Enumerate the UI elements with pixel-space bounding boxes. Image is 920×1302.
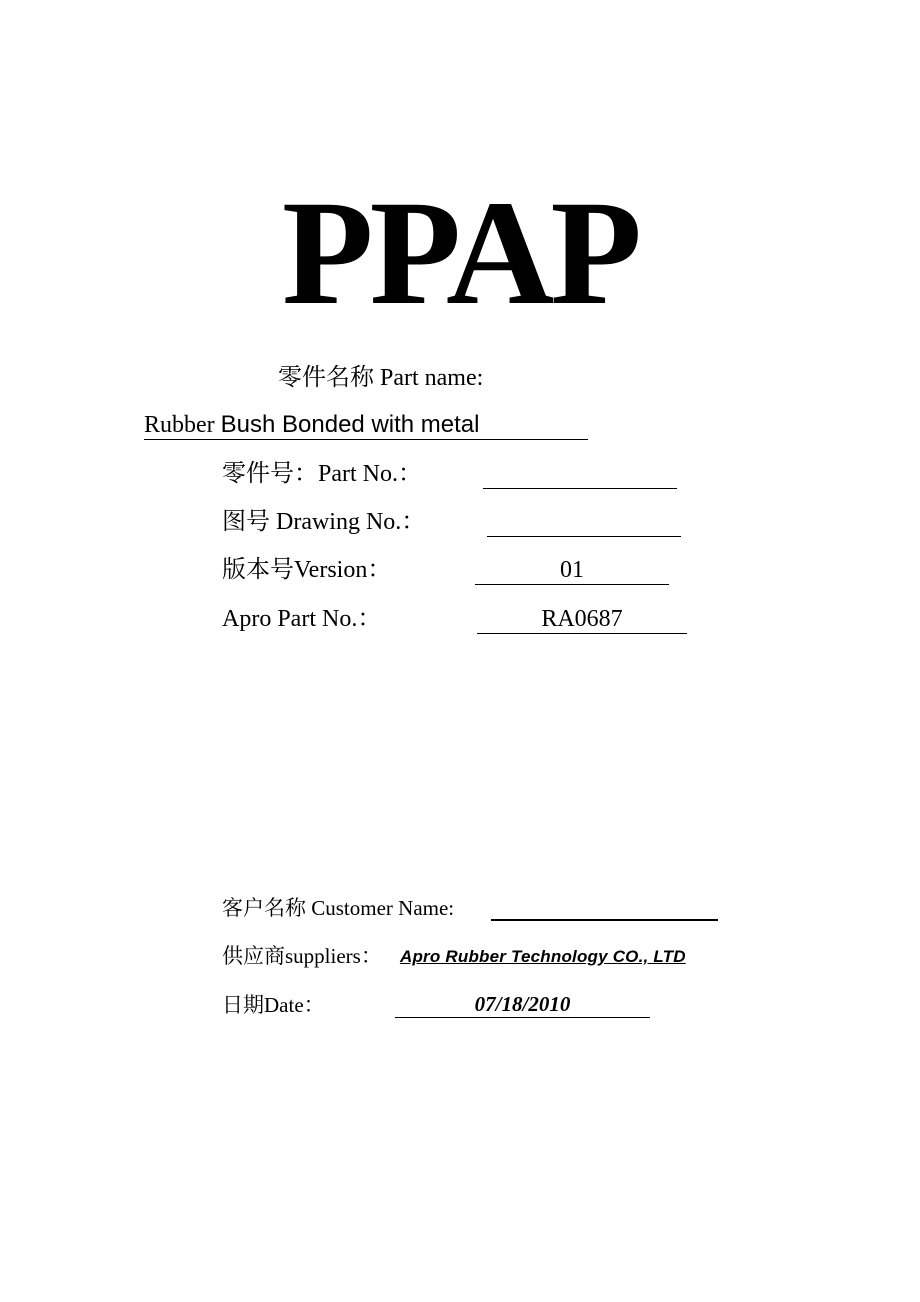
part-no-value <box>483 460 677 489</box>
version-label: 版本号Version： <box>222 557 392 583</box>
apro-part-no-value: RA0687 <box>477 605 687 634</box>
customer-name-value <box>491 893 718 921</box>
date-label: 日期Date： <box>222 993 325 1017</box>
date-value: 07/18/2010 <box>395 991 650 1018</box>
part-no-label: 零件号：Part No.： <box>222 461 422 487</box>
version-value: 01 <box>475 556 669 585</box>
part-name-label: 零件名称 Part name: <box>278 365 484 391</box>
drawing-no-value <box>487 508 681 537</box>
part-name-value-main: Bush Bonded with metal <box>220 411 480 438</box>
part-name-value <box>144 411 588 440</box>
customer-name-label: 客户名称 Customer Name: <box>222 896 455 920</box>
drawing-no-label: 图号 Drawing No.： <box>222 509 426 535</box>
supplier-value: Apro Rubber Technology CO., LTD <box>400 947 686 966</box>
supplier-label: 供应商suppliers： <box>222 944 382 968</box>
document-title: PPAP <box>281 170 639 336</box>
apro-part-no-label: Apro Part No.： <box>222 606 382 632</box>
part-name-value-prefix: Rubber <box>144 412 221 438</box>
